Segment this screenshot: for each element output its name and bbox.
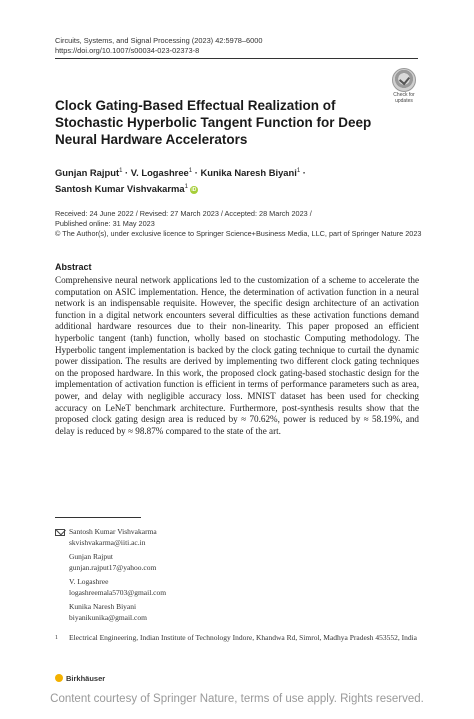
doi-link[interactable]: https://doi.org/10.1007/s00034-023-02373-8 xyxy=(55,46,200,55)
envelope-icon xyxy=(55,529,65,536)
orcid-icon[interactable]: iD xyxy=(191,187,197,194)
birkhauser-logo-icon xyxy=(55,674,63,682)
contact-email[interactable]: skvishvakarma@iiti.ac.in xyxy=(69,537,146,547)
contact-email[interactable]: logashreemala5703@gmail.com xyxy=(69,587,167,597)
courtesy-notice: Content courtesy of Springer Nature, terms of use apply. Rights reserved. xyxy=(50,693,424,705)
check-for-updates-badge[interactable] xyxy=(391,68,417,104)
affiliation-number: 1 xyxy=(55,635,58,641)
header-rule xyxy=(55,58,418,59)
contact-entry: V. Logashree logashreemala5703@gmail.com xyxy=(69,577,269,598)
check-updates-label: Check for updates xyxy=(393,92,415,104)
contact-email[interactable]: gunjan.rajput17@yahoo.com xyxy=(69,562,157,572)
check-updates-icon xyxy=(392,68,416,92)
abstract-text: Comprehensive neural network applications led to the customization of a scheme to accelerate the computation on ASIC implementation. Hence, the determination of activation function in a neural network is an indispensable requisite. However, the specific design architecture of an activation function in a digital network encounters several difficulties as these activation functions demand additional hardware resources due to their non-linearity. This paper proposed an efficient hyperbolic tangent (tanh) function, wholly based on stochastic Computing methodology. The Hyperbolic tangent implementation is backed by the clock gating technique to curtail the dynamic power dissipation. The results are derived by implementing two different clock gating techniques on the proposed hardware. In this work, the proposed clock gating-based stochastic design for the implementation of activation function is efficient in terms of performance parameters such as area, power, and delay with negligible accuracy loss. MNIST dataset has been used for checking accuracy on LeNeT benchmark architecture. Furthermore, post-synthesis results show that the proposed clock gating design area is reduced by ≈ 70.62%, power is reduced by ≈ 58.19%, and delay is reduced by ≈ 98.87% compared to the state of the art. xyxy=(55,275,419,436)
publication-dates: Received: 24 June 2022 / Revised: 27 March 2023 / Accepted: 28 March 2023 / Published online: 31 May 2023 © The Author(s), under exclusive licence to Springer Science+Business Media, LLC, part of Springer Nature 2023 xyxy=(55,209,422,238)
author-name[interactable]: V. Logashree$^1$ xyxy=(130,167,193,179)
contact-entry: Santosh Kumar Vishvakarma skvishvakarma@iiti.ac.in xyxy=(69,527,269,548)
author-list: Gunjan Rajput$^1$ · V. Logashree$^1$ · Kunika Naresh Biyani$^1$ · Santosh Kumar Vishvakarma$^1$iD xyxy=(55,167,306,195)
abstract-heading: Abstract xyxy=(55,262,92,272)
publisher-logo: Birkhäuser xyxy=(55,674,105,683)
author-name[interactable]: Kunika Naresh Biyani$^1$ xyxy=(200,167,301,179)
contact-email[interactable]: biyanikunika@gmail.com xyxy=(69,612,147,622)
affiliation-text: Electrical Engineering, Indian Institute of Technology Indore, Khandwa Rd, Simrol, Madhya Pradesh 453552, India xyxy=(69,633,418,642)
contact-entry: Gunjan Rajput gunjan.rajput17@yahoo.com xyxy=(69,552,269,573)
author-name[interactable]: Gunjan Rajput$^1$ xyxy=(55,167,123,179)
author-name[interactable]: Santosh Kumar Vishvakarma$^1$ xyxy=(55,183,188,195)
contact-entry: Kunika Naresh Biyani biyanikunika@gmail.com xyxy=(69,602,269,623)
journal-citation: Circuits, Systems, and Signal Processing (2023) 42:5978–6000 xyxy=(55,36,263,45)
paper-title: Clock Gating-Based Effectual Realization of Stochastic Hyperbolic Tangent Function for Deep Neural Hardware Accelerators xyxy=(55,98,372,147)
footnote-rule xyxy=(55,517,141,518)
